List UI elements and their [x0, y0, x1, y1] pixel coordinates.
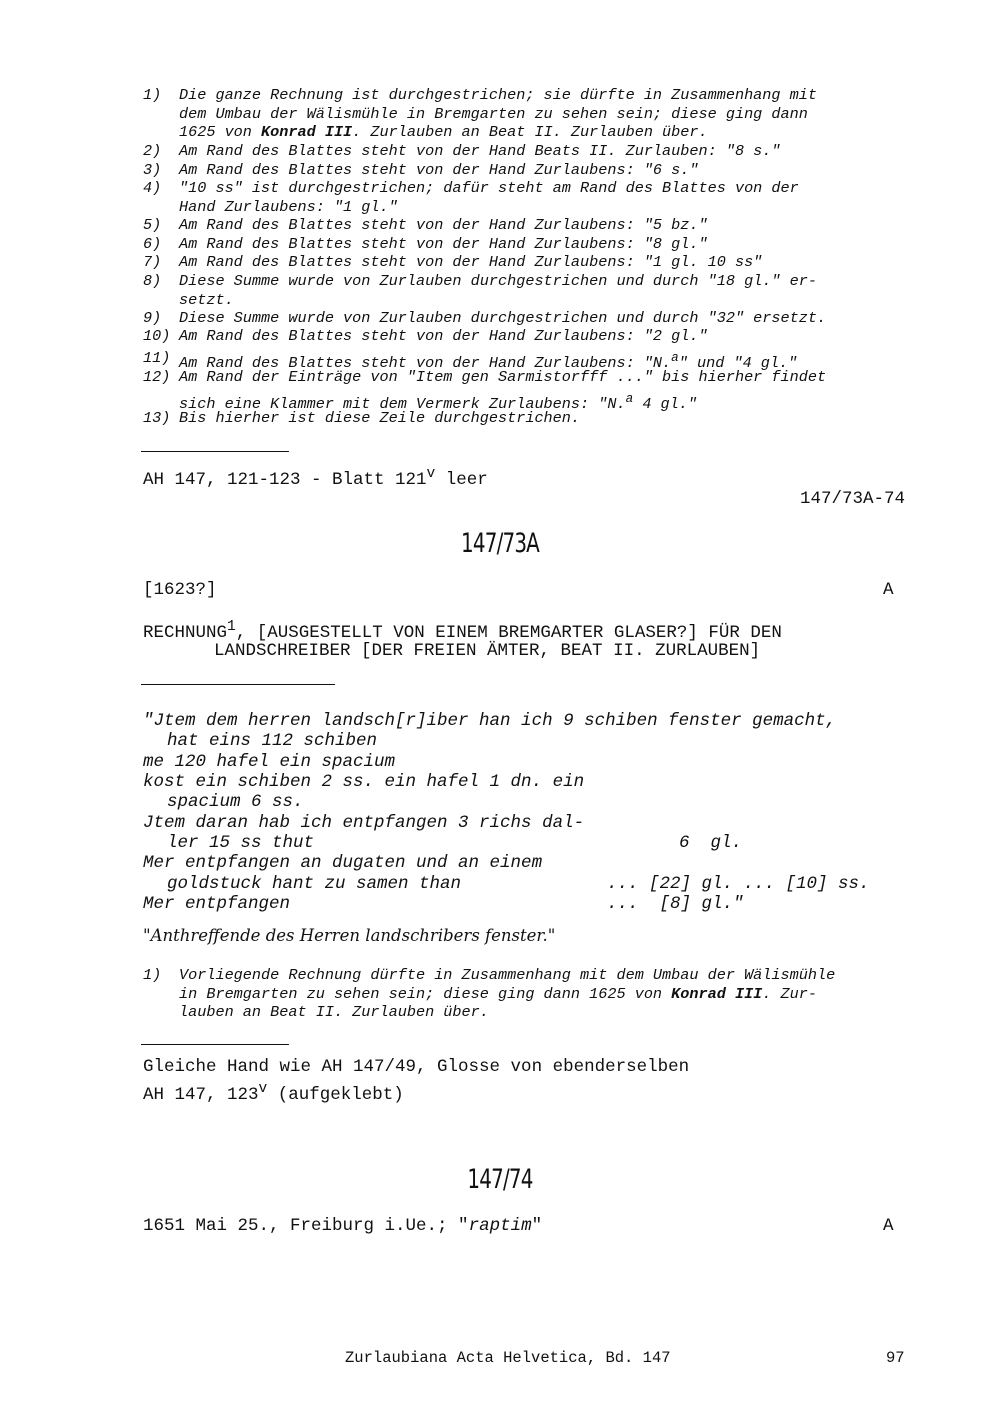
transcription-line: hat eins 112 schiben	[167, 731, 378, 751]
document-type-mark: A	[883, 580, 894, 600]
footnote-8: 8) Diese Summe wurde von Zurlauben durchgestrichen und durch "18 gl." er- setzt.	[143, 272, 817, 309]
transcription-line: me 120 hafel ein spacium	[143, 752, 396, 772]
source-reference: AH 147, 123$^v$ (aufgeklebt)	[143, 1081, 404, 1105]
transcription-line: Mer entpfangen	[143, 894, 291, 914]
transcription-line: goldstuck hant zu samen than	[167, 874, 462, 894]
document-type-mark: A	[883, 1216, 894, 1236]
amount: 6 gl.	[679, 833, 743, 853]
footnote-12: 12) Am Rand der Einträge von "Item gen Sarmistorfff ..." bis hierher findet sich eine Klammer mit dem Vermerk Zurlaubens: "N.$^a$ 4 gl."	[143, 368, 827, 413]
amount: ... [8] gl."	[607, 894, 744, 914]
gloss-line: "Anthreffende des Herren landschribers fenster."	[143, 926, 556, 945]
footnote-11: 11) Am Rand des Blattes steht von der Hand Zurlaubens: "N.$^a$" und "4 gl."	[143, 349, 798, 373]
document-title-line2: LANDSCHREIBER [DER FREIEN ÄMTER, BEAT II. ZURLAUBEN]	[214, 641, 761, 661]
document-date: 1651 Mai 25., Freiburg i.Ue.; "raptim"	[143, 1216, 543, 1236]
footnote-9: 9) Diese Summe wurde von Zurlauben durchgestrichen und durch "32" ersetzt.	[143, 309, 827, 327]
footnote-7: 7) Am Rand des Blattes steht von der Hand Zurlaubens: "1 gl. 10 ss"	[143, 253, 763, 271]
footnote-6: 6) Am Rand des Blattes steht von der Hand Zurlaubens: "8 gl."	[143, 235, 708, 253]
footnote-10: 10) Am Rand des Blattes steht von der Hand Zurlaubens: "2 gl."	[143, 327, 708, 345]
footnote-separator	[141, 451, 289, 452]
source-reference: AH 147, 121-123 - Blatt 121$^v$ leer	[143, 466, 488, 490]
footer-title: Zurlaubiana Acta Helvetica, Bd. 147	[345, 1349, 671, 1367]
footnote-3: 3) Am Rand des Blattes steht von der Hand Zurlaubens: "6 s."	[143, 161, 699, 179]
footnote-separator	[141, 1044, 289, 1045]
transcription-line: Jtem daran hab ich entpfangen 3 richs dal-	[143, 813, 585, 833]
transcription-line: Mer entpfangen an dugaten und an einem	[143, 853, 543, 873]
footnote-4: 4) "10 ss" ist durchgestrichen; dafür steht am Rand des Blattes von der Hand Zurlaubens: "1 gl."	[143, 179, 799, 216]
document-title: RECHNUNG$^1$, [AUSGESTELLT VON EINEM BREMGARTER GLASER?] FÜR DEN	[143, 619, 782, 643]
name-konrad: Konrad III	[261, 123, 353, 142]
transcription-line: kost ein schiben 2 ss. ein hafel 1 dn. ein	[143, 772, 585, 792]
transcription-line: spacium 6 ss.	[167, 792, 304, 812]
document-heading: 147/73A	[461, 528, 539, 559]
range-reference: 147/73A-74	[799, 489, 905, 509]
transcription-line: "Jtem dem herren landsch[r]iber han ich 9 schiben fenster gemacht,	[143, 711, 837, 731]
title-separator	[141, 684, 335, 685]
amount: ... [22] gl. ... [10] ss.	[607, 874, 870, 894]
document-date: [1623?]	[143, 580, 217, 600]
footnote-1: 1) Die ganze Rechnung ist durchgestrichen; sie dürfte in Zusammenhang mit dem Umbau der Wälismühle in Bremgarten zu sehen sein; diese ging dann 1625 von Konrad III. Zurlauben an Beat II. Zurlauben über.	[143, 86, 817, 142]
document-heading: 147/74	[467, 1164, 533, 1195]
transcription-line: ler 15 ss thut	[167, 833, 315, 853]
footnote-mid: 1) Vorliegende Rechnung dürfte in Zusammenhang mit dem Umbau der Wälismühle in Bremgarten zu sehen sein; diese ging dann 1625 von Konrad III. Zur- lauben an Beat II. Zurlauben über.	[143, 966, 836, 1022]
footnote-13: 13) Bis hierher ist diese Zeile durchgestrichen.	[143, 409, 581, 427]
footnote-5: 5) Am Rand des Blattes steht von der Hand Zurlaubens: "5 bz."	[143, 216, 708, 234]
footnote-2: 2) Am Rand des Blattes steht von der Hand Beats II. Zurlauben: "8 s."	[143, 142, 781, 160]
footnote-number: 1)	[143, 86, 162, 104]
hand-note: Gleiche Hand wie AH 147/49, Glosse von ebenderselben	[143, 1057, 690, 1077]
page-number: 97	[886, 1349, 905, 1367]
